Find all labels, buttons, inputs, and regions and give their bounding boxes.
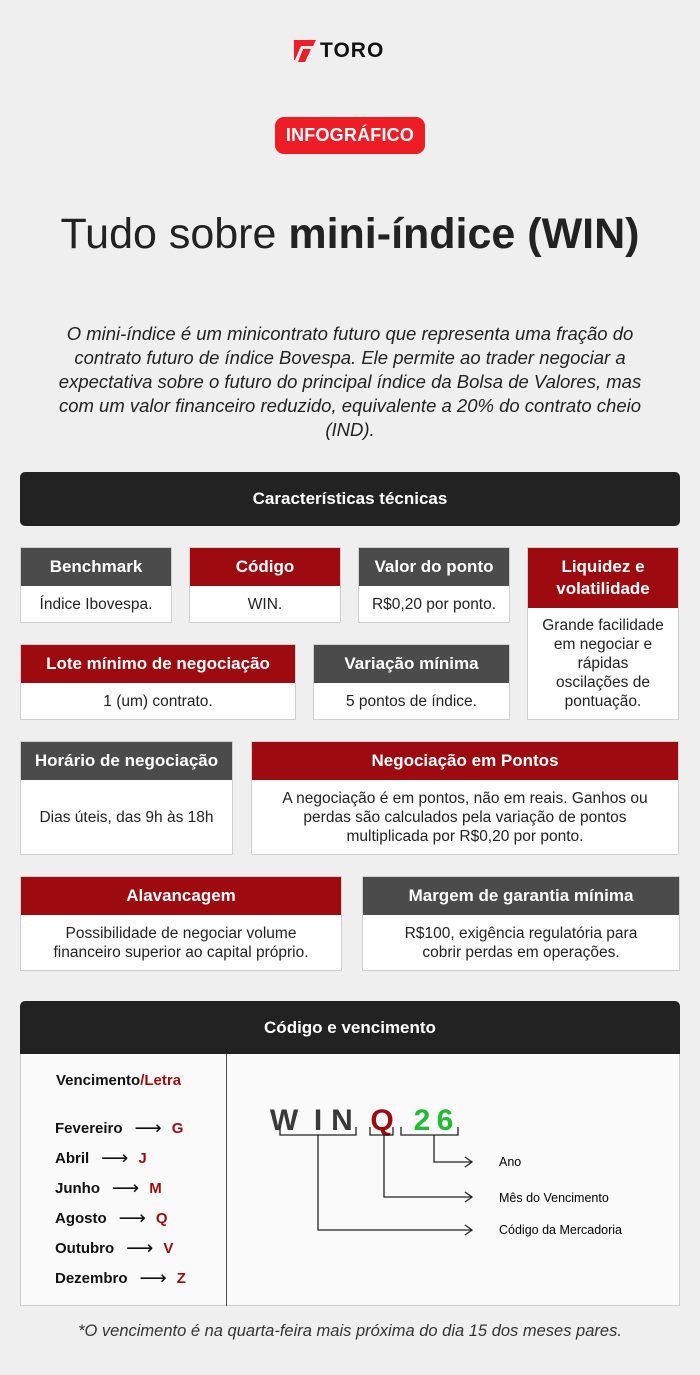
bracket-lines	[280, 1127, 471, 1230]
year-digit: 2	[413, 1104, 431, 1137]
card-lote-body: 1 (um) contrato.	[103, 692, 213, 710]
month-row	[55, 1240, 173, 1257]
card-codigo	[189, 547, 341, 623]
col-head-letra: Letra	[144, 1072, 182, 1089]
intro-paragraph: O mini-índice é um minicontrato futuro que representa uma fração do contrato futuro de índice Bovespa. Ele permite ao trader negociar a expectativa sobre o futuro do principal índice da Bolsa de Valores, mas com um valor financeiro reduzido, equivalente a 20% do contrato cheio (IND).	[58, 323, 642, 440]
brand-name: TORO	[320, 39, 385, 62]
card-negociacao-pontos	[251, 741, 679, 855]
month-letter: M	[149, 1180, 162, 1197]
vencimento-section-title: Código e vencimento	[20, 1001, 680, 1055]
card-benchmark-head: Benchmark	[21, 548, 171, 586]
month-row	[55, 1210, 168, 1227]
month-row	[55, 1150, 147, 1167]
month-row	[55, 1270, 186, 1287]
card-codigo-body: WIN.	[247, 595, 283, 613]
card-margem-body: R$100, exigência regulatória para cobrir perdas em operações.	[404, 924, 638, 961]
footnote: *O vencimento é na quarta-feira mais próxima do dia 15 dos meses pares.	[78, 1322, 622, 1340]
month-letter: G	[171, 1120, 184, 1137]
arrow-right-icon: ⟶	[112, 1178, 140, 1199]
card-valor-ponto	[358, 547, 510, 623]
card-horario-body: Dias úteis, das 9h às 18h	[39, 808, 214, 826]
label-ano: Ano	[499, 1155, 522, 1169]
month-name: Outubro	[55, 1240, 115, 1257]
month-name: Fevereiro	[55, 1120, 123, 1137]
ticker-letter: N	[331, 1104, 353, 1137]
card-lote-minimo	[20, 644, 296, 720]
month-code-letter: Q	[370, 1104, 394, 1137]
title-bold: mini-índice (WIN)	[288, 210, 640, 258]
card-valor-body: R$0,20 por ponto.	[371, 595, 497, 613]
month-name: Junho	[55, 1180, 100, 1197]
label-mes-vencimento: Mês do Vencimento	[499, 1191, 609, 1205]
month-name: Abril	[55, 1150, 90, 1167]
card-valor-head: Valor do ponto	[359, 548, 509, 586]
card-liquidez	[527, 547, 679, 720]
toro-logo-icon	[294, 40, 316, 62]
card-margem	[362, 876, 680, 971]
card-horario-head: Horário de negociação	[21, 742, 232, 780]
card-horario	[20, 741, 233, 855]
month-letter: Q	[155, 1210, 168, 1227]
ticker-letter: W	[269, 1104, 299, 1137]
arrow-right-icon: ⟶	[101, 1148, 129, 1169]
card-lote-head: Lote mínimo de negociação	[21, 645, 295, 683]
card-alavancagem-head: Alavancagem	[21, 877, 341, 915]
title-regular: Tudo sobre	[60, 210, 289, 258]
col-head-sep: /	[140, 1072, 145, 1089]
card-pontos-head: Negociação em Pontos	[252, 742, 678, 780]
card-alavancagem-body: Possibilidade de negociar volume financeiro superior ao capital próprio.	[53, 924, 309, 961]
arrow-right-icon: ⟶	[134, 1118, 162, 1139]
ticker-letter: I	[313, 1104, 323, 1137]
label-codigo-mercadoria: Código da Mercadoria	[499, 1223, 622, 1237]
arrow-right-icon: ⟶	[118, 1208, 146, 1229]
year-digit: 6	[436, 1104, 454, 1137]
card-margem-head: Margem de garantia mínima	[363, 877, 679, 915]
card-benchmark	[20, 547, 172, 623]
page-title	[0, 210, 700, 259]
card-variacao-body: 5 pontos de índice.	[346, 692, 477, 710]
infografico-badge: INFOGRÁFICO	[275, 117, 425, 154]
month-letter: V	[163, 1240, 174, 1257]
month-row	[55, 1120, 183, 1137]
month-letter: Z	[176, 1270, 186, 1287]
month-name: Dezembro	[55, 1270, 128, 1287]
card-liquidez-body: Grande facilidade em negociar e rápidas oscilações de pontuação.	[542, 617, 664, 710]
month-letter: J	[138, 1150, 147, 1167]
card-variacao-head: Variação mínima	[314, 645, 509, 683]
card-variacao-minima	[313, 644, 510, 720]
vencimento-column-header	[56, 1072, 181, 1089]
arrow-heads	[465, 1157, 472, 1235]
card-liquidez-head: Liquidez e volatilidade	[528, 548, 678, 608]
month-row	[55, 1180, 162, 1197]
card-alavancagem	[20, 876, 342, 971]
card-codigo-head: Código	[190, 548, 340, 586]
col-head-vencimento: Vencimento	[56, 1072, 141, 1089]
month-name: Agosto	[55, 1210, 107, 1227]
arrow-right-icon: ⟶	[126, 1238, 154, 1259]
code-diagram	[227, 1055, 679, 1305]
brand-logo	[294, 38, 384, 64]
arrow-right-icon: ⟶	[139, 1268, 167, 1289]
card-benchmark-body: Índice Ibovespa.	[39, 595, 153, 613]
card-pontos-body: A negociação é em pontos, não em reais. Ganhos ou perdas são calculados pela variação de pontos multiplicada por R$0,20 por ponto.	[282, 789, 648, 845]
tech-section-title: Características técnicas	[20, 472, 680, 526]
